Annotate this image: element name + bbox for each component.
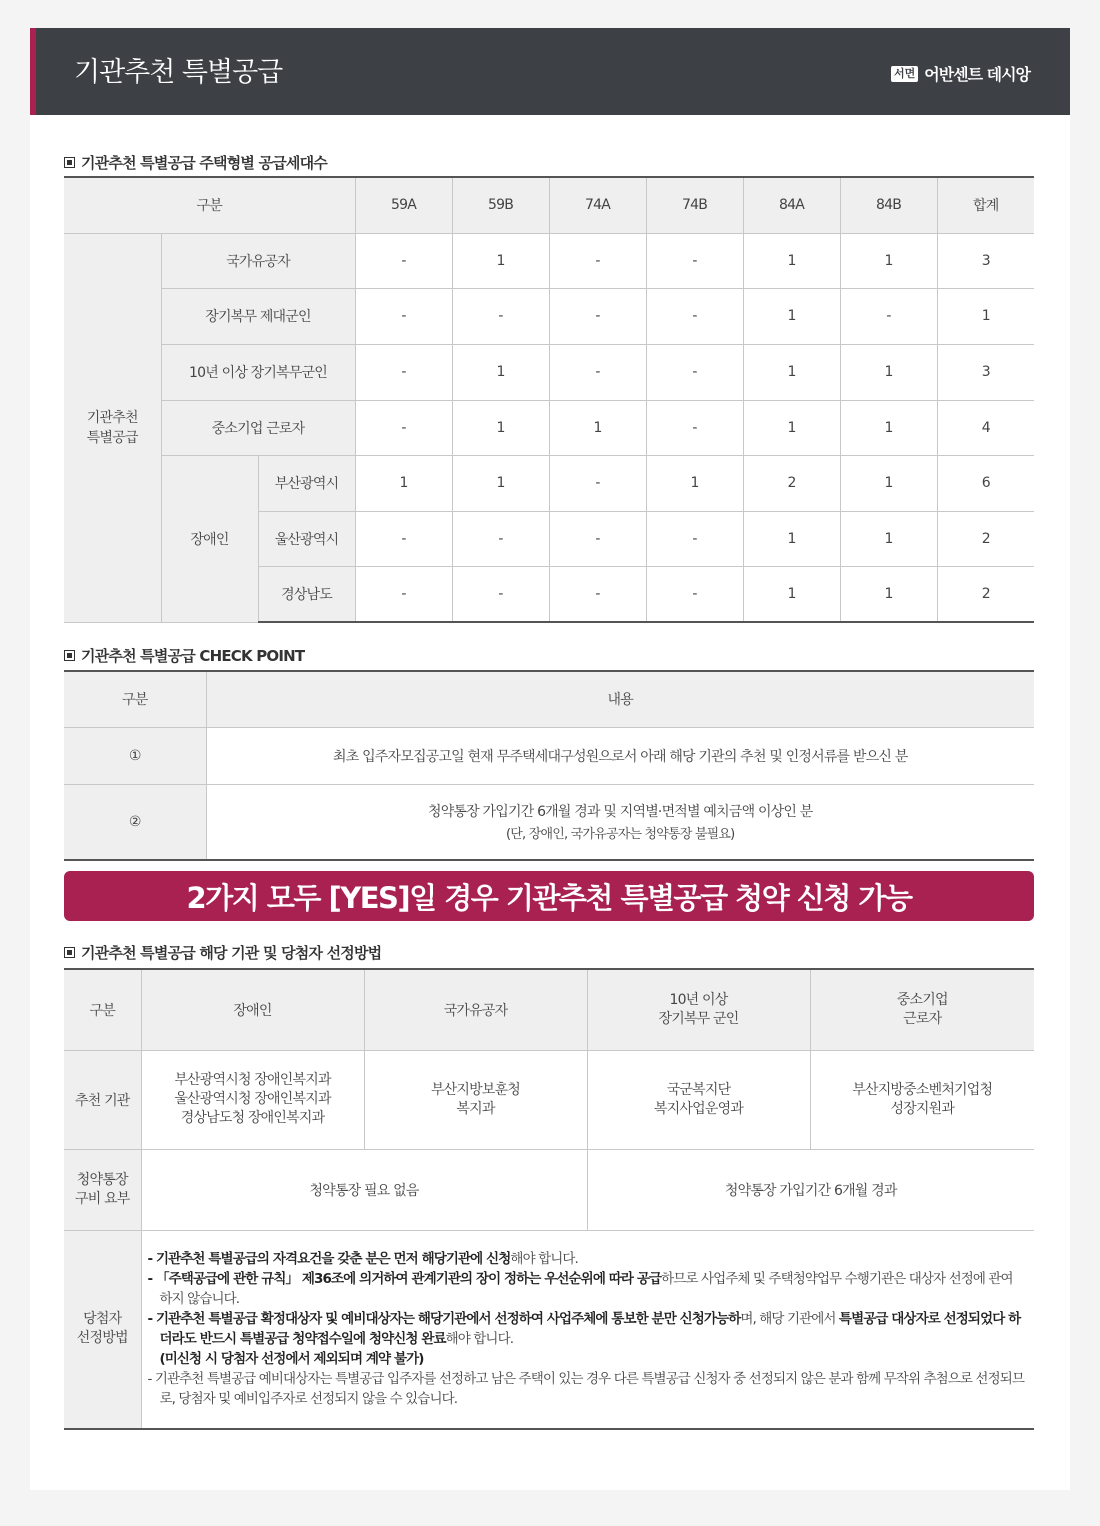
section-title-text: 기관추천 특별공급 CHECK POINT bbox=[81, 647, 305, 665]
checkpoint-number: ① bbox=[64, 727, 206, 784]
agency-table bbox=[64, 968, 1034, 1430]
note-item: - 「주택공급에 관한 규칙」 제36조에 의거하여 관계기관의 장이 정하는 우선순위에 따라 공급하므로 사업주체 및 주택청약업무 수행기관은 대상자 선정에 관여하지 않습니다. bbox=[147, 1271, 1013, 1308]
section-title-supply bbox=[64, 152, 327, 173]
checkpoint-number: ② bbox=[64, 784, 206, 860]
value-cell: 1 bbox=[937, 288, 1034, 344]
section-title-agencies bbox=[64, 942, 381, 963]
note-item: - 기관추천 특별공급 확정대상자 및 예비대상자는 해당기관에서 선정하여 사업주체에 통보한 분만 신청가능하며, 해당 기관에서 특별공급 대상자로 선정되었다 하더라도 반드시 특별공급 청약접수일에 청약신청 완료해야 합니다. (미신청 시 당첨자 선정에서 제외되며 계약 불가) bbox=[147, 1311, 1021, 1368]
value-cell: 1 bbox=[452, 344, 549, 400]
section-title-text: 기관추천 특별공급 해당 기관 및 당첨자 선정방법 bbox=[81, 944, 382, 962]
row-label-cell: 부산광역시 bbox=[258, 455, 355, 511]
value-cell: 3 bbox=[937, 344, 1034, 400]
value-cell: - bbox=[549, 511, 646, 566]
brand bbox=[891, 62, 1030, 85]
value-cell: 1 bbox=[743, 511, 840, 566]
header-cell: 구분 bbox=[64, 969, 141, 1050]
table-row bbox=[64, 233, 1034, 288]
row-label-cell: 울산광역시 bbox=[258, 511, 355, 566]
value-cell: - bbox=[355, 566, 452, 622]
method-notes-cell bbox=[141, 1230, 1034, 1429]
disabled-group-cell: 장애인 bbox=[161, 455, 258, 622]
page bbox=[30, 28, 1070, 1490]
row-label-cell: 국가유공자 bbox=[161, 233, 355, 288]
value-cell: 6 bbox=[937, 455, 1034, 511]
value-cell: - bbox=[646, 566, 743, 622]
value-cell: 1 bbox=[355, 455, 452, 511]
value-cell: 1 bbox=[840, 233, 937, 288]
header-cell: 59A bbox=[355, 177, 452, 233]
value-cell: 1 bbox=[743, 344, 840, 400]
value-cell: 4 bbox=[937, 400, 1034, 455]
square-bullet-icon bbox=[64, 157, 75, 168]
agency-cell: 부산광역시청 장애인복지과 울산광역시청 장애인복지과 경상남도청 장애인복지과 bbox=[141, 1050, 364, 1149]
square-bullet-icon bbox=[64, 650, 75, 661]
value-cell: 1 bbox=[840, 344, 937, 400]
brand-badge: 서면 bbox=[891, 66, 918, 82]
square-bullet-icon bbox=[64, 947, 75, 958]
value-cell: - bbox=[355, 400, 452, 455]
table-row bbox=[64, 288, 1034, 344]
value-cell: - bbox=[452, 511, 549, 566]
value-cell: 1 bbox=[840, 400, 937, 455]
value-cell: 1 bbox=[452, 233, 549, 288]
checkpoint-text: 청약통장 가입기간 6개월 경과 및 지역별·면적별 예치금액 이상인 분 bbox=[427, 804, 813, 821]
value-cell: 1 bbox=[452, 400, 549, 455]
row-label-cell: 당첨자 선정방법 bbox=[64, 1230, 141, 1429]
header-cell: 장애인 bbox=[141, 969, 364, 1050]
section-title-checkpoint bbox=[64, 645, 304, 666]
row-label-cell: 추천 기관 bbox=[64, 1050, 141, 1149]
header-cell: 합계 bbox=[937, 177, 1034, 233]
value-cell: 1 bbox=[840, 455, 937, 511]
table-row bbox=[64, 1230, 1034, 1429]
method-notes bbox=[142, 1235, 1035, 1423]
value-cell: - bbox=[549, 566, 646, 622]
value-cell: - bbox=[646, 344, 743, 400]
brand-name: 어반센트 데시앙 bbox=[924, 65, 1030, 84]
table-row bbox=[64, 784, 1034, 860]
agency-cell: 부산지방중소벤처기업청 성장지원과 bbox=[810, 1050, 1034, 1149]
value-cell: 3 bbox=[937, 233, 1034, 288]
row-label-cell: 장기복무 제대군인 bbox=[161, 288, 355, 344]
header-cell: 중소기업 근로자 bbox=[810, 969, 1034, 1050]
section-title-text: 기관추천 특별공급 주택형별 공급세대수 bbox=[81, 154, 327, 172]
agency-cell: 국군복지단 복지사업운영과 bbox=[587, 1050, 810, 1149]
page-title: 기관추천 특별공급 bbox=[74, 57, 283, 88]
table-row bbox=[64, 1050, 1034, 1149]
header-cell: 74B bbox=[646, 177, 743, 233]
value-cell: 1 bbox=[743, 233, 840, 288]
value-cell: - bbox=[549, 233, 646, 288]
checkpoint-text: 최초 입주자모집공고일 현재 무주택세대구성원으로서 아래 해당 기관의 추천 및 인정서류를 받으신 분 bbox=[206, 727, 1034, 784]
header-cell: 74A bbox=[549, 177, 646, 233]
eligibility-banner: 2가지 모두 [YES]일 경우 기관추천 특별공급 청약 신청 가능 bbox=[64, 871, 1034, 921]
table-row bbox=[64, 727, 1034, 784]
header-cell: 내용 bbox=[206, 671, 1034, 727]
value-cell: - bbox=[549, 288, 646, 344]
value-cell: - bbox=[452, 566, 549, 622]
page-header bbox=[30, 28, 1070, 115]
value-cell: 1 bbox=[452, 455, 549, 511]
agency-cell: 부산지방보훈청 복지과 bbox=[364, 1050, 587, 1149]
checkpoint-table bbox=[64, 670, 1034, 861]
table-row bbox=[64, 400, 1034, 455]
value-cell: - bbox=[549, 344, 646, 400]
value-cell: 1 bbox=[840, 511, 937, 566]
table-header-row bbox=[64, 177, 1034, 233]
value-cell: 1 bbox=[743, 566, 840, 622]
group-label-cell: 기관추천 특별공급 bbox=[64, 233, 161, 622]
value-cell: 2 bbox=[743, 455, 840, 511]
header-cell: 구분 bbox=[64, 177, 355, 233]
value-cell: 1 bbox=[743, 288, 840, 344]
value-cell: - bbox=[840, 288, 937, 344]
value-cell: 2 bbox=[937, 566, 1034, 622]
table-row bbox=[64, 455, 1034, 511]
header-cell: 84B bbox=[840, 177, 937, 233]
account-cell: 청약통장 필요 없음 bbox=[141, 1149, 587, 1230]
value-cell: - bbox=[355, 344, 452, 400]
value-cell: 1 bbox=[549, 400, 646, 455]
header-cell: 10년 이상 장기복무 군인 bbox=[587, 969, 810, 1050]
row-label-cell: 중소기업 근로자 bbox=[161, 400, 355, 455]
checkpoint-content bbox=[206, 784, 1034, 860]
supply-table bbox=[64, 176, 1034, 623]
row-label-cell: 청약통장 구비 요부 bbox=[64, 1149, 141, 1230]
value-cell: - bbox=[452, 288, 549, 344]
value-cell: - bbox=[355, 288, 452, 344]
note-item: - 기관추천 특별공급의 자격요건을 갖춘 분은 먼저 해당기관에 신청해야 합니다. bbox=[147, 1251, 578, 1268]
header-cell: 59B bbox=[452, 177, 549, 233]
table-header-row bbox=[64, 671, 1034, 727]
note-item: - 기관추천 특별공급 예비대상자는 특별공급 입주자를 선정하고 남은 주택이 있는 경우 다른 특별공급 신청자 중 선정되지 않은 분과 함께 무작위 추첨으로 선정되므로, 당첨자 및 예비입주자로 선정되지 않을 수 있습니다. bbox=[147, 1371, 1024, 1408]
account-cell: 청약통장 가입기간 6개월 경과 bbox=[587, 1149, 1034, 1230]
value-cell: - bbox=[646, 511, 743, 566]
value-cell: - bbox=[646, 288, 743, 344]
checkpoint-subtext: (단, 장애인, 국가유공자는 청약통장 불필요) bbox=[506, 827, 735, 843]
table-row bbox=[64, 1149, 1034, 1230]
value-cell: 1 bbox=[743, 400, 840, 455]
value-cell: - bbox=[646, 233, 743, 288]
value-cell: 2 bbox=[937, 511, 1034, 566]
header-cell: 84A bbox=[743, 177, 840, 233]
value-cell: - bbox=[646, 400, 743, 455]
row-label-cell: 경상남도 bbox=[258, 566, 355, 622]
value-cell: 1 bbox=[840, 566, 937, 622]
table-row bbox=[64, 344, 1034, 400]
value-cell: 1 bbox=[646, 455, 743, 511]
header-cell: 구분 bbox=[64, 671, 206, 727]
table-header-row bbox=[64, 969, 1034, 1050]
value-cell: - bbox=[549, 455, 646, 511]
header-cell: 국가유공자 bbox=[364, 969, 587, 1050]
value-cell: - bbox=[355, 233, 452, 288]
value-cell: - bbox=[355, 511, 452, 566]
row-label-cell: 10년 이상 장기복무군인 bbox=[161, 344, 355, 400]
